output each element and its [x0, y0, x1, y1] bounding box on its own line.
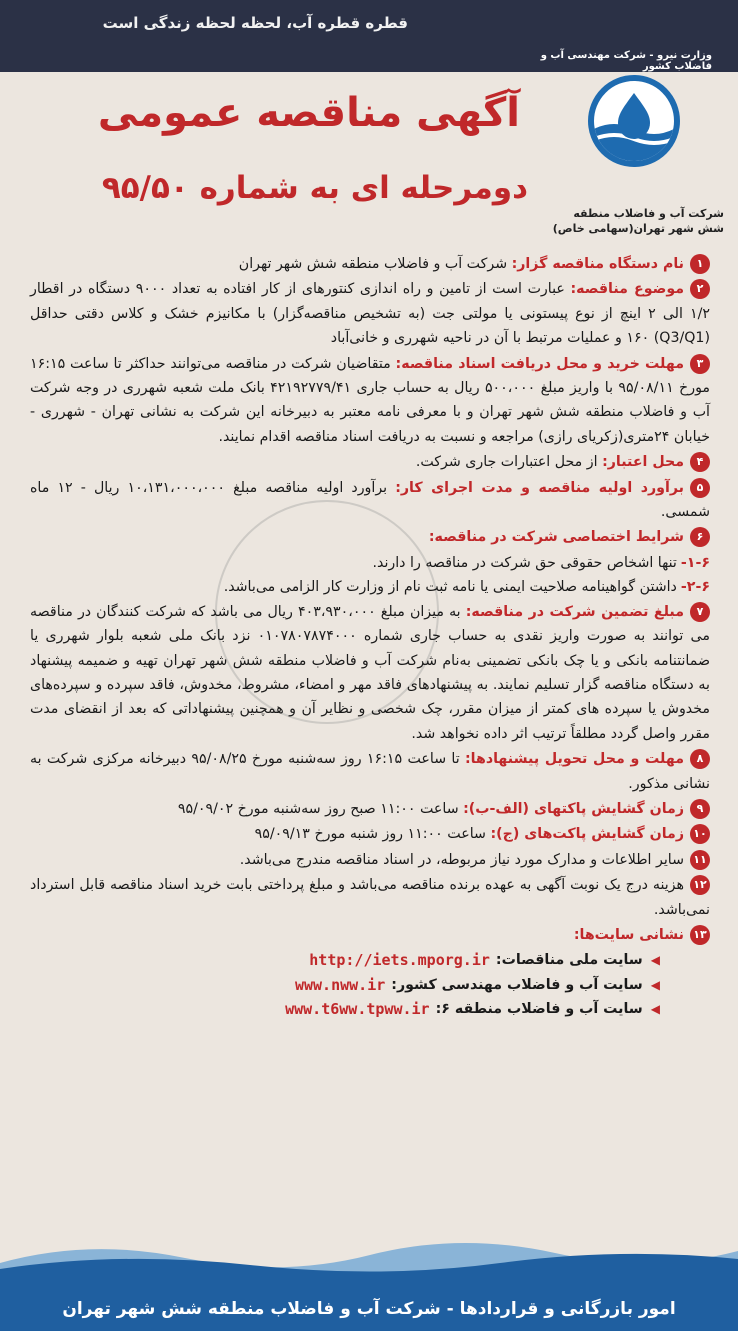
- org-arc-text: وزارت نیرو - شرکت مهندسی آب و فاضلاب کشور: [540, 50, 712, 72]
- item-text: تا ساعت ۱۶:۱۵ روز سه‌شنبه مورخ ۹۵/۰۸/۲۵ دبیرخانه مرکزی شرکت به نشانی مذکور.: [30, 751, 710, 792]
- company-line1: شرکت آب و فاضلاب منطقه: [573, 207, 724, 220]
- arrow-left-icon: ◀: [650, 977, 660, 992]
- notice-item: [30, 822, 710, 846]
- site-line: [30, 973, 660, 997]
- item-text: به میزان مبلغ ۴۰۳،۹۳۰،۰۰۰ ریال می باشد که شرکت کنندگان در مناقصه می توانند به صورت واریز نقدی به حساب جاری شماره ۰۱۰۷۸۰۷۸۷۴۰۰۰ نزد بانک ملی شعبه بلوار شهرری یا ضمانتنامه بانکی و یا چک بانکی تضمینی به‌نام شرکت آب و فاضلاب منطقه شش شهر تهران تهیه و ضمیمه پیشنهاد به دستگاه مناقصه گزار تسلیم نمایند. به پیشنهادهای فاقد مهر و امضاء، مشروط، مخدوش، فاقد سپرده و سپرده‌های مخدوش یا سپرده های کمتر از میزان مقرر، چک شخصی و نظایر آن و همچنین پیشنهاداتی که بعد از انقضای مدت مقرر واصل گردد مطلقاً ترتیب اثر داده نخواهد شد.: [30, 603, 710, 742]
- condition-item: [30, 575, 710, 599]
- item-number: ۲: [690, 279, 710, 299]
- item-number: ۵: [690, 478, 710, 498]
- item-label: زمان گشایش پاکت‌های (ج):: [490, 826, 684, 843]
- item-number: ۷: [690, 602, 710, 622]
- item-text: شرکت آب و فاضلاب منطقه شش شهر تهران: [238, 256, 512, 272]
- notice-item: [30, 873, 710, 922]
- item-number: ۳: [690, 354, 710, 374]
- item-text: از محل اعتبارات جاری شرکت.: [415, 454, 603, 471]
- item-number: ۱: [690, 254, 710, 274]
- notice-item: [30, 352, 710, 450]
- condition-number: ۲-۶-: [680, 579, 710, 596]
- notice-item: [30, 476, 710, 525]
- item-text: هزینه درج یک نوبت آگهی به عهده برنده مناقصه می‌باشد و مبلغ پرداختی بابت خرید اسناد مناقصه قابل استرداد نمی‌باشد.: [30, 877, 710, 918]
- item-label: شرایط اختصاصی شرکت در مناقصه:: [428, 529, 684, 546]
- site-line: [30, 948, 660, 972]
- notice-item: [30, 600, 710, 746]
- item-label: برآورد اولیه مناقصه و مدت اجرای کار:: [395, 479, 684, 496]
- item-number: ۱۰: [690, 824, 710, 844]
- item-text: برآورد اولیه مناقصه مبلغ ۱۰،۱۳۱،۰۰۰،۰۰۰ ریال - ۱۲ ماه شمسی.: [30, 479, 710, 521]
- wave-decoration-icon: [0, 1233, 738, 1273]
- notice-item: [30, 797, 710, 821]
- company-line2: شش شهر تهران(سهامی خاص): [552, 222, 724, 235]
- site-label: سایت آب و فاضلاب مهندسی کشور:: [391, 976, 643, 993]
- notice-item: [30, 277, 710, 350]
- item-label: محل اعتبار:: [602, 454, 684, 471]
- item-number: ۸: [690, 749, 710, 769]
- footer-text: امور بازرگانی و قراردادها - شرکت آب و فاضلاب منطقه شش شهر تهران: [62, 1299, 676, 1319]
- item-label: موضوع مناقصه:: [570, 281, 684, 298]
- arrow-left-icon: ◀: [650, 1002, 660, 1017]
- item-number: ۹: [690, 799, 710, 819]
- item-text: عبارت است از تامین و راه اندازی کنتورهای از کار افتاده به تعداد ۹۰۰۰ دستگاه در اقطار ۱/۲ الی ۲ اینچ از نوع پیستونی یا مولتی جت (به تشخیص مناقصه‌گزار) با مکانیزم خشک و کلاس دقتی حداقل (Q3/Q1) ۱۶۰ و عملیات مرتبط با آن در ناحیه شهرری و خانی‌آباد: [30, 281, 711, 347]
- condition-text: داشتن گواهینامه صلاحیت ایمنی یا نامه ثبت نام از وزارت کار الزامی می‌باشد.: [223, 579, 677, 596]
- item-label: نام دستگاه مناقصه گزار:: [511, 256, 684, 272]
- site-link[interactable]: www.nww.ir: [294, 975, 386, 994]
- notice-item: [30, 450, 710, 474]
- site-label: سایت ملی مناقصات:: [495, 952, 643, 969]
- logo-block: [532, 20, 732, 235]
- company-name: [524, 206, 724, 236]
- item-label: مهلت خرید و محل دریافت اسناد مناقصه:: [395, 355, 684, 372]
- item-text: ساعت ۱۱:۰۰ صبح روز سه‌شنبه مورخ ۹۵/۰۹/۰۲: [177, 800, 464, 817]
- notice-item: [30, 525, 710, 549]
- site-link[interactable]: www.t6ww.tpww.ir: [285, 1000, 430, 1019]
- condition-item: [30, 551, 710, 575]
- notice-body: [30, 252, 710, 1022]
- item-number: ۱۲: [690, 875, 710, 895]
- site-link[interactable]: http://iets.mporg.ir: [309, 951, 490, 970]
- notice-subtitle: دومرحله ای به شماره ۹۵/۵۰: [101, 170, 528, 206]
- notice-item: [30, 252, 710, 276]
- condition-text: تنها اشخاص حقوقی حق شرکت در مناقصه را دارند.: [372, 554, 677, 571]
- item-text: ساعت ۱۱:۰۰ روز شنبه مورخ ۹۵/۰۹/۱۳: [254, 826, 491, 843]
- notice-item: [30, 923, 710, 947]
- notice-item: [30, 747, 710, 796]
- item-label: نشانی سایت‌ها:: [573, 926, 684, 943]
- notice-title: آگهی مناقصه عمومی: [97, 90, 520, 136]
- item-text: سایر اطلاعات و مدارک مورد نیاز مربوطه، در اسناد مناقصه مندرج می‌باشد.: [239, 851, 684, 868]
- site-label: سایت آب و فاضلاب منطقه ۶:: [435, 1001, 643, 1018]
- site-line: [30, 997, 660, 1021]
- item-label: مهلت و محل تحویل پیشنهادها:: [464, 751, 684, 768]
- item-number: ۱۱: [690, 850, 710, 870]
- slogan: قطره قطره آب، لحظه لحظه زندگی است: [102, 14, 408, 32]
- item-number: ۴: [690, 452, 710, 472]
- item-number: ۱۳: [690, 925, 710, 945]
- item-number: ۶: [690, 527, 710, 547]
- item-label: زمان گشایش پاکتهای (الف-ب):: [463, 800, 684, 817]
- condition-number: ۱-۶-: [680, 554, 710, 571]
- item-label: مبلغ تضمین شرکت در مناقصه:: [465, 603, 684, 620]
- item-text: متقاضیان شرکت در مناقصه می‌توانند حداکثر تا ساعت ۱۶:۱۵ مورخ ۹۵/۰۸/۱۱ با واریز مبلغ ۵۰۰،۰۰۰ ریال به حساب جاری ۴۲۱۹۲۷۷۹/۴۱ بانک ملت شعبه شهرری در وجه شرکت آب و فاضلاب منطقه شش شهر تهران و با معرفی نامه معتبر به دبیرخانه این شرکت به نشانی تهران - شهرری - خیابان ۲۴متری(زکریای رازی) مراجعه و نسبت به دریافت اسناد مناقصه اقدام نمایند.: [30, 355, 710, 445]
- water-company-logo-icon: [588, 75, 680, 167]
- notice-item: [30, 848, 710, 872]
- arrow-left-icon: ◀: [650, 953, 660, 968]
